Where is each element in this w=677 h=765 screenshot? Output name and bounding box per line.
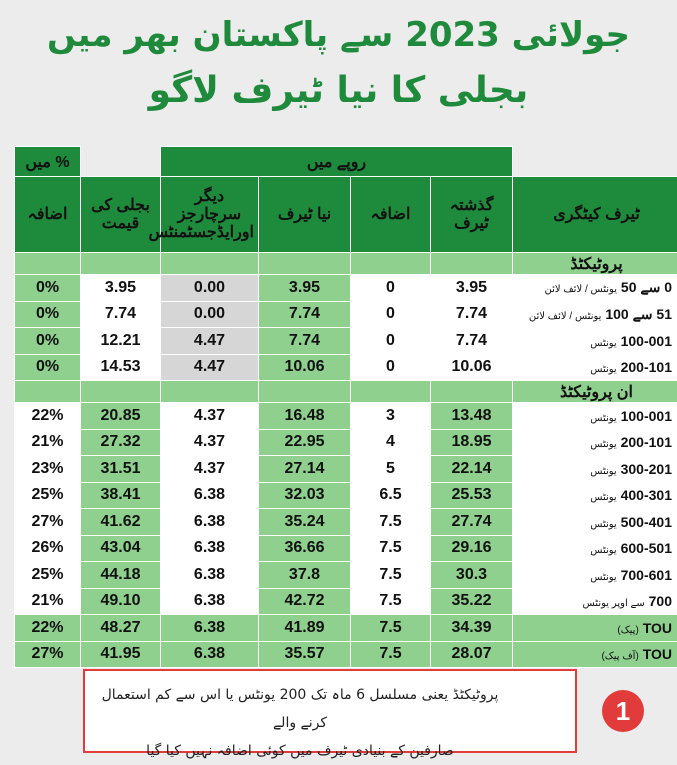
price-cell: 14.53 bbox=[81, 354, 161, 381]
price-cell: 27.32 bbox=[81, 429, 161, 456]
new-tariff-cell: 16.48 bbox=[259, 403, 351, 430]
note-line-1: پروٹیکٹڈ یعنی مسلسل 6 ماہ تک 200 یونٹس یا اس سے کم استعمال کرنے والے bbox=[95, 681, 505, 737]
new-tariff-cell: 10.06 bbox=[259, 354, 351, 381]
increase-cell: 0 bbox=[351, 301, 431, 328]
table-row bbox=[15, 588, 677, 615]
tariff-body bbox=[15, 253, 677, 668]
percent-cell: 0% bbox=[15, 328, 81, 355]
price-cell: 41.95 bbox=[81, 641, 161, 668]
category-units: 100-001 bbox=[621, 333, 672, 349]
percent-cell: 0% bbox=[15, 275, 81, 302]
previous-tariff-cell: 34.39 bbox=[431, 615, 513, 642]
surcharge-cell: 4.47 bbox=[161, 354, 259, 381]
previous-tariff-cell: 28.07 bbox=[431, 641, 513, 668]
section-unprotected-label: ان پروٹیکٹڈ bbox=[513, 381, 677, 403]
category-label: یونٹس bbox=[590, 572, 617, 583]
price-cell: 38.41 bbox=[81, 482, 161, 509]
table-row bbox=[15, 456, 677, 483]
header-new-tariff: نیا ٹیرف bbox=[259, 177, 351, 253]
category-cell bbox=[513, 588, 677, 615]
increase-cell: 7.5 bbox=[351, 509, 431, 536]
new-tariff-cell: 32.03 bbox=[259, 482, 351, 509]
price-cell: 43.04 bbox=[81, 535, 161, 562]
table-row bbox=[15, 275, 677, 302]
previous-tariff-cell: 18.95 bbox=[431, 429, 513, 456]
category-units: TOU bbox=[643, 620, 672, 636]
surcharge-cell: 4.37 bbox=[161, 403, 259, 430]
surcharge-cell: 6.38 bbox=[161, 615, 259, 642]
price-cell: 3.95 bbox=[81, 275, 161, 302]
price-cell: 48.27 bbox=[81, 615, 161, 642]
header-rupees: روپے میں bbox=[161, 147, 513, 177]
price-cell: 7.74 bbox=[81, 301, 161, 328]
category-label: یونٹس bbox=[590, 338, 617, 349]
percent-cell: 23% bbox=[15, 456, 81, 483]
title-line-2: بجلی کا نیا ٹیرف لاگو bbox=[0, 70, 677, 111]
category-label: سے اوپر یونٹس bbox=[583, 598, 645, 609]
table-row bbox=[15, 301, 677, 328]
new-tariff-cell: 27.14 bbox=[259, 456, 351, 483]
section-protected bbox=[15, 253, 677, 275]
previous-tariff-cell: 27.74 bbox=[431, 509, 513, 536]
header-percent: % میں bbox=[15, 147, 81, 177]
category-cell bbox=[513, 403, 677, 430]
category-units: 200-101 bbox=[621, 434, 672, 450]
percent-cell: 0% bbox=[15, 354, 81, 381]
category-cell bbox=[513, 509, 677, 536]
increase-cell: 7.5 bbox=[351, 588, 431, 615]
header-increase: اضافہ bbox=[351, 177, 431, 253]
category-label: یونٹس bbox=[590, 413, 617, 424]
table-row bbox=[15, 354, 677, 381]
category-cell bbox=[513, 328, 677, 355]
percent-cell: 25% bbox=[15, 562, 81, 589]
table-row bbox=[15, 615, 677, 642]
category-label: یونٹس bbox=[590, 492, 617, 503]
surcharge-cell: 4.37 bbox=[161, 456, 259, 483]
increase-cell: 3 bbox=[351, 403, 431, 430]
category-units: 600-501 bbox=[621, 540, 672, 556]
percent-cell: 27% bbox=[15, 509, 81, 536]
new-tariff-cell: 36.66 bbox=[259, 535, 351, 562]
table-row bbox=[15, 482, 677, 509]
table-row bbox=[15, 328, 677, 355]
category-cell bbox=[513, 429, 677, 456]
increase-cell: 6.5 bbox=[351, 482, 431, 509]
category-units: TOU bbox=[643, 646, 672, 662]
percent-cell: 26% bbox=[15, 535, 81, 562]
surcharge-cell: 6.38 bbox=[161, 562, 259, 589]
category-cell bbox=[513, 456, 677, 483]
table-row bbox=[15, 403, 677, 430]
percent-cell: 21% bbox=[15, 588, 81, 615]
new-tariff-cell: 3.95 bbox=[259, 275, 351, 302]
previous-tariff-cell: 10.06 bbox=[431, 354, 513, 381]
category-units: 300-201 bbox=[621, 461, 672, 477]
new-tariff-cell: 35.24 bbox=[259, 509, 351, 536]
title-line-1: جولائی 2023 سے پاکستان بھر میں bbox=[0, 14, 677, 55]
note-line-2: صارفین کے بنیادی ٹیرف میں کوئی اضافہ نہیں کیا گیا bbox=[95, 737, 505, 765]
percent-cell: 0% bbox=[15, 301, 81, 328]
note-box bbox=[83, 669, 577, 753]
category-label: (آف پیک) bbox=[601, 651, 638, 662]
price-cell: 12.21 bbox=[81, 328, 161, 355]
category-cell bbox=[513, 562, 677, 589]
surcharge-cell: 6.38 bbox=[161, 509, 259, 536]
surcharge-cell: 4.37 bbox=[161, 429, 259, 456]
category-units: 200-101 bbox=[621, 359, 672, 375]
increase-cell: 7.5 bbox=[351, 641, 431, 668]
percent-cell: 27% bbox=[15, 641, 81, 668]
surcharge-cell: 0.00 bbox=[161, 301, 259, 328]
category-label: (پیک) bbox=[617, 625, 638, 636]
surcharge-cell: 6.38 bbox=[161, 588, 259, 615]
category-units: 400-301 bbox=[621, 487, 672, 503]
previous-tariff-cell: 7.74 bbox=[431, 328, 513, 355]
new-tariff-cell: 7.74 bbox=[259, 301, 351, 328]
table-row bbox=[15, 641, 677, 668]
tariff-table bbox=[14, 146, 677, 668]
header-electricity-price: بجلی کی قیمت bbox=[81, 177, 161, 253]
category-units: 700-601 bbox=[621, 567, 672, 583]
category-cell bbox=[513, 615, 677, 642]
increase-cell: 5 bbox=[351, 456, 431, 483]
surcharge-cell: 6.38 bbox=[161, 535, 259, 562]
previous-tariff-cell: 29.16 bbox=[431, 535, 513, 562]
category-label: یونٹس bbox=[590, 439, 617, 450]
category-label: یونٹس / لائف لائن bbox=[544, 284, 617, 295]
section-protected-label: پروٹیکٹڈ bbox=[513, 253, 677, 275]
increase-cell: 7.5 bbox=[351, 615, 431, 642]
category-units: 500-401 bbox=[621, 514, 672, 530]
table-row bbox=[15, 535, 677, 562]
category-label: یونٹس bbox=[590, 466, 617, 477]
section-unprotected bbox=[15, 381, 677, 403]
table-row bbox=[15, 562, 677, 589]
price-cell: 20.85 bbox=[81, 403, 161, 430]
new-tariff-cell: 35.57 bbox=[259, 641, 351, 668]
previous-tariff-cell: 3.95 bbox=[431, 275, 513, 302]
previous-tariff-cell: 35.22 bbox=[431, 588, 513, 615]
category-units: 0 سے 50 bbox=[621, 279, 672, 295]
increase-cell: 0 bbox=[351, 354, 431, 381]
header-previous-tariff: گذشتہ ٹیرف bbox=[431, 177, 513, 253]
category-cell bbox=[513, 301, 677, 328]
category-units: 700 bbox=[649, 593, 672, 609]
category-label: یونٹس bbox=[590, 364, 617, 375]
increase-cell: 7.5 bbox=[351, 535, 431, 562]
new-tariff-cell: 22.95 bbox=[259, 429, 351, 456]
new-tariff-cell: 37.8 bbox=[259, 562, 351, 589]
header-blank bbox=[513, 147, 677, 177]
category-cell bbox=[513, 535, 677, 562]
new-tariff-cell: 42.72 bbox=[259, 588, 351, 615]
price-cell: 31.51 bbox=[81, 456, 161, 483]
note-number-badge: 1 bbox=[602, 690, 644, 732]
percent-cell: 22% bbox=[15, 615, 81, 642]
category-cell bbox=[513, 482, 677, 509]
previous-tariff-cell: 13.48 bbox=[431, 403, 513, 430]
price-cell: 44.18 bbox=[81, 562, 161, 589]
header-other-surcharges: دیگر سرچارجز اورایڈجسٹمنٹس bbox=[161, 177, 259, 253]
surcharge-cell: 0.00 bbox=[161, 275, 259, 302]
category-units: 100-001 bbox=[621, 408, 672, 424]
percent-cell: 25% bbox=[15, 482, 81, 509]
category-cell bbox=[513, 275, 677, 302]
category-cell bbox=[513, 354, 677, 381]
price-cell: 49.10 bbox=[81, 588, 161, 615]
previous-tariff-cell: 7.74 bbox=[431, 301, 513, 328]
header-increase-percent: اضافہ bbox=[15, 177, 81, 253]
price-cell: 41.62 bbox=[81, 509, 161, 536]
increase-cell: 0 bbox=[351, 328, 431, 355]
surcharge-cell: 6.38 bbox=[161, 482, 259, 509]
increase-cell: 4 bbox=[351, 429, 431, 456]
category-units: 51 سے 100 bbox=[605, 306, 672, 322]
category-label: یونٹس bbox=[590, 519, 617, 530]
previous-tariff-cell: 30.3 bbox=[431, 562, 513, 589]
increase-cell: 7.5 bbox=[351, 562, 431, 589]
percent-cell: 21% bbox=[15, 429, 81, 456]
header-category: ٹیرف کیٹگری bbox=[513, 177, 677, 253]
header-blank-2 bbox=[81, 147, 161, 177]
category-cell bbox=[513, 641, 677, 668]
surcharge-cell: 6.38 bbox=[161, 641, 259, 668]
surcharge-cell: 4.47 bbox=[161, 328, 259, 355]
increase-cell: 0 bbox=[351, 275, 431, 302]
table-row bbox=[15, 509, 677, 536]
previous-tariff-cell: 25.53 bbox=[431, 482, 513, 509]
previous-tariff-cell: 22.14 bbox=[431, 456, 513, 483]
category-label: یونٹس / لائف لائن bbox=[529, 311, 602, 322]
category-label: یونٹس bbox=[590, 545, 617, 556]
new-tariff-cell: 7.74 bbox=[259, 328, 351, 355]
percent-cell: 22% bbox=[15, 403, 81, 430]
table-row bbox=[15, 429, 677, 456]
new-tariff-cell: 41.89 bbox=[259, 615, 351, 642]
